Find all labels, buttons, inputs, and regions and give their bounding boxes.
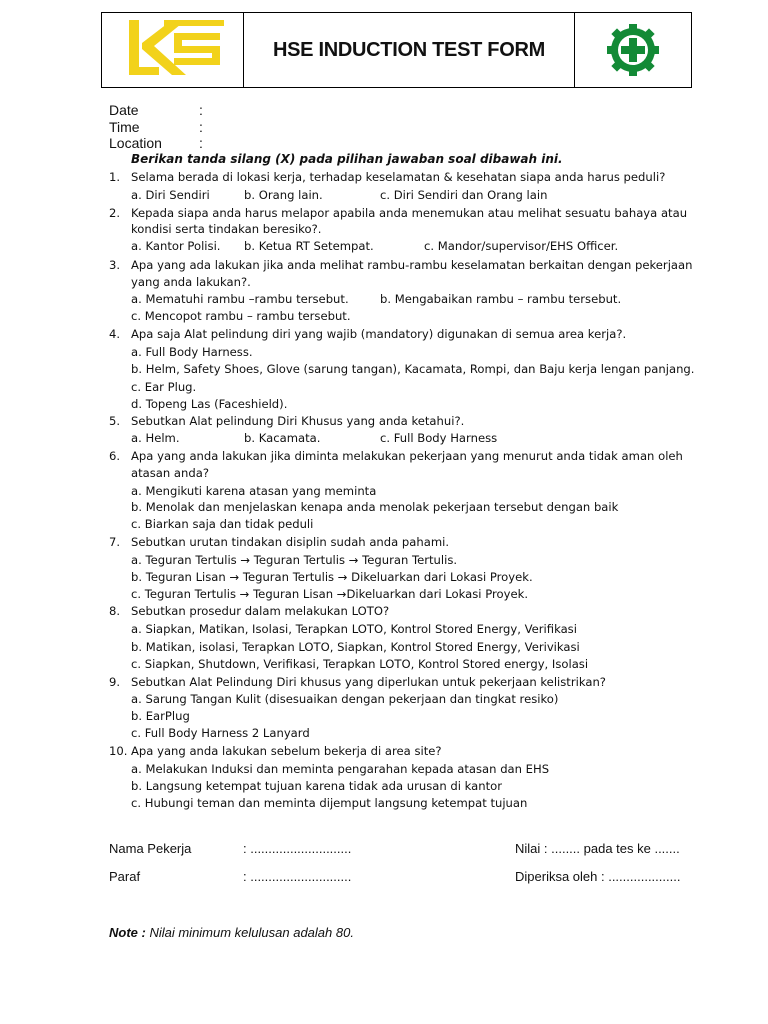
q1-option-a[interactable]: a. Diri Sendiri	[131, 188, 210, 202]
q3-text-2: yang anda lakukan?.	[131, 275, 251, 289]
q2-option-a[interactable]: a. Kantor Polisi.	[131, 239, 221, 253]
q4-text: Apa saja Alat pelindung diri yang wajib (mandatory) digunakan di semua area kerja?.	[131, 327, 627, 341]
q4-option-d[interactable]: d. Topeng Las (Faceshield).	[131, 397, 288, 411]
q1-option-c[interactable]: c. Diri Sendiri dan Orang lain	[380, 188, 548, 202]
q7-number: 7.	[109, 535, 121, 549]
q9-option-b[interactable]: b. EarPlug	[131, 709, 190, 723]
q1-option-b[interactable]: b. Orang lain.	[244, 188, 323, 202]
q8-number: 8.	[109, 604, 121, 618]
q10-number: 10.	[109, 744, 128, 758]
q3-text-1: Apa yang ada lakukan jika anda melihat rambu-rambu keselamatan berkaitan dengan pekerjaan	[131, 258, 693, 272]
q6-option-b[interactable]: b. Menolak dan menjelaskan kenapa anda menolak pekerjaan tersebut dengan baik	[131, 500, 619, 514]
q8-option-b[interactable]: b. Matikan, isolasi, Terapkan LOTO, Siapkan, Kontrol Stored Energy, Verivikasi	[131, 640, 580, 654]
nama-pekerja-field[interactable]: : ............................	[243, 841, 352, 856]
q2-text-2: kondisi serta tindakan beresiko?.	[131, 222, 322, 236]
q5-option-a[interactable]: a. Helm.	[131, 431, 180, 445]
date-label: Date	[109, 102, 139, 118]
q10-text: Apa yang anda lakukan sebelum bekerja di area site?	[131, 744, 442, 758]
q9-text: Sebutkan Alat Pelindung Diri khusus yang diperlukan untuk pekerjaan kelistrikan?	[131, 675, 606, 689]
q4-option-a[interactable]: a. Full Body Harness.	[131, 345, 253, 359]
q8-option-c[interactable]: c. Siapkan, Shutdown, Verifikasi, Terapkan LOTO, Kontrol Stored energy, Isolasi	[131, 657, 589, 671]
q10-option-c[interactable]: c. Hubungi teman dan meminta dijemput langsung ketempat tujuan	[131, 796, 528, 810]
q7-text: Sebutkan urutan tindakan disiplin sudah anda pahami.	[131, 535, 450, 549]
q6-option-c[interactable]: c. Biarkan saja dan tidak peduli	[131, 517, 314, 531]
q10-option-a[interactable]: a. Melakukan Induksi dan meminta pengarahan kepada atasan dan EHS	[131, 762, 550, 776]
diperiksa-field[interactable]: Diperiksa oleh : ....................	[515, 869, 681, 884]
q4-option-c[interactable]: c. Ear Plug.	[131, 380, 197, 394]
q1-text: Selama berada di lokasi kerja, terhadap keselamatan & kesehatan siapa anda harus peduli?	[131, 170, 666, 184]
form-header	[101, 12, 692, 88]
time-value[interactable]: :	[199, 119, 203, 135]
q6-option-a[interactable]: a. Mengikuti karena atasan yang meminta	[131, 484, 377, 498]
q4-option-b[interactable]: b. Helm, Safety Shoes, Glove (sarung tangan), Kacamata, Rompi, dan Baju kerja lengan panjang.	[131, 362, 695, 376]
q5-option-c[interactable]: c. Full Body Harness	[380, 431, 498, 445]
q7-option-c[interactable]: c. Teguran Tertulis → Teguran Lisan →Dikeluarkan dari Lokasi Proyek.	[131, 587, 529, 601]
location-row	[109, 135, 203, 151]
location-value[interactable]: :	[199, 135, 203, 151]
q8-text: Sebutkan prosedur dalam melakukan LOTO?	[131, 604, 390, 618]
date-row	[109, 102, 203, 118]
q6-text-2: atasan anda?	[131, 466, 210, 480]
nama-pekerja-label: Nama Pekerja	[109, 841, 192, 856]
q4-number: 4.	[109, 327, 121, 341]
green-cross-gear-icon	[606, 23, 660, 77]
q9-option-c[interactable]: c. Full Body Harness 2 Lanyard	[131, 726, 310, 740]
logo-cell	[102, 13, 244, 87]
q3-option-b[interactable]: b. Mengabaikan rambu – rambu tersebut.	[380, 292, 622, 306]
q2-number: 2.	[109, 206, 121, 220]
q6-text-1: Apa yang anda lakukan jika diminta melakukan pekerjaan yang menurut anda tidak aman oleh	[131, 449, 683, 463]
time-row	[109, 119, 203, 135]
time-label: Time	[109, 119, 140, 135]
q3-number: 3.	[109, 258, 121, 272]
q5-number: 5.	[109, 414, 121, 428]
q3-option-a[interactable]: a. Mematuhi rambu –rambu tersebut.	[131, 292, 349, 306]
q8-option-a[interactable]: a. Siapkan, Matikan, Isolasi, Terapkan LOTO, Kontrol Stored Energy, Verifikasi	[131, 622, 577, 636]
q6-number: 6.	[109, 449, 121, 463]
q2-option-c[interactable]: c. Mandor/supervisor/EHS Officer.	[424, 239, 619, 253]
note-label: Note :	[109, 925, 146, 940]
q5-option-b[interactable]: b. Kacamata.	[244, 431, 321, 445]
safety-logo-cell	[575, 13, 691, 87]
form-title: HSE INDUCTION TEST FORM	[244, 13, 575, 87]
q7-option-b[interactable]: b. Teguran Lisan → Teguran Tertulis → Dikeluarkan dari Lokasi Proyek.	[131, 570, 533, 584]
note-text: Nilai minimum kelulusan adalah 80.	[145, 925, 354, 940]
note	[109, 925, 354, 940]
q10-option-b[interactable]: b. Langsung ketempat tujuan karena tidak ada urusan di kantor	[131, 779, 503, 793]
paraf-label: Paraf	[109, 869, 141, 884]
q7-option-a[interactable]: a. Teguran Tertulis → Teguran Tertulis → Teguran Tertulis.	[131, 553, 458, 567]
company-logo	[102, 13, 243, 87]
q9-option-a[interactable]: a. Sarung Tangan Kulit (disesuaikan dengan pekerjaan dan tingkat resiko)	[131, 692, 559, 706]
q2-option-b[interactable]: b. Ketua RT Setempat.	[244, 239, 374, 253]
q2-text-1: Kepada siapa anda harus melapor apabila anda menemukan atau melihat sesuatu bahaya atau	[131, 206, 688, 220]
q3-option-c[interactable]: c. Mencopot rambu – rambu tersebut.	[131, 309, 351, 323]
instruction: Berikan tanda silang (X) pada pilihan jawaban soal dibawah ini.	[131, 152, 563, 166]
date-value[interactable]: :	[199, 102, 203, 118]
location-label: Location	[109, 135, 162, 151]
nilai-field[interactable]: Nilai : ........ pada tes ke .......	[515, 841, 680, 856]
q9-number: 9.	[109, 675, 121, 689]
paraf-field[interactable]: : ............................	[243, 869, 352, 884]
q5-text: Sebutkan Alat pelindung Diri Khusus yang anda ketahui?.	[131, 414, 465, 428]
q1-number: 1.	[109, 170, 121, 184]
